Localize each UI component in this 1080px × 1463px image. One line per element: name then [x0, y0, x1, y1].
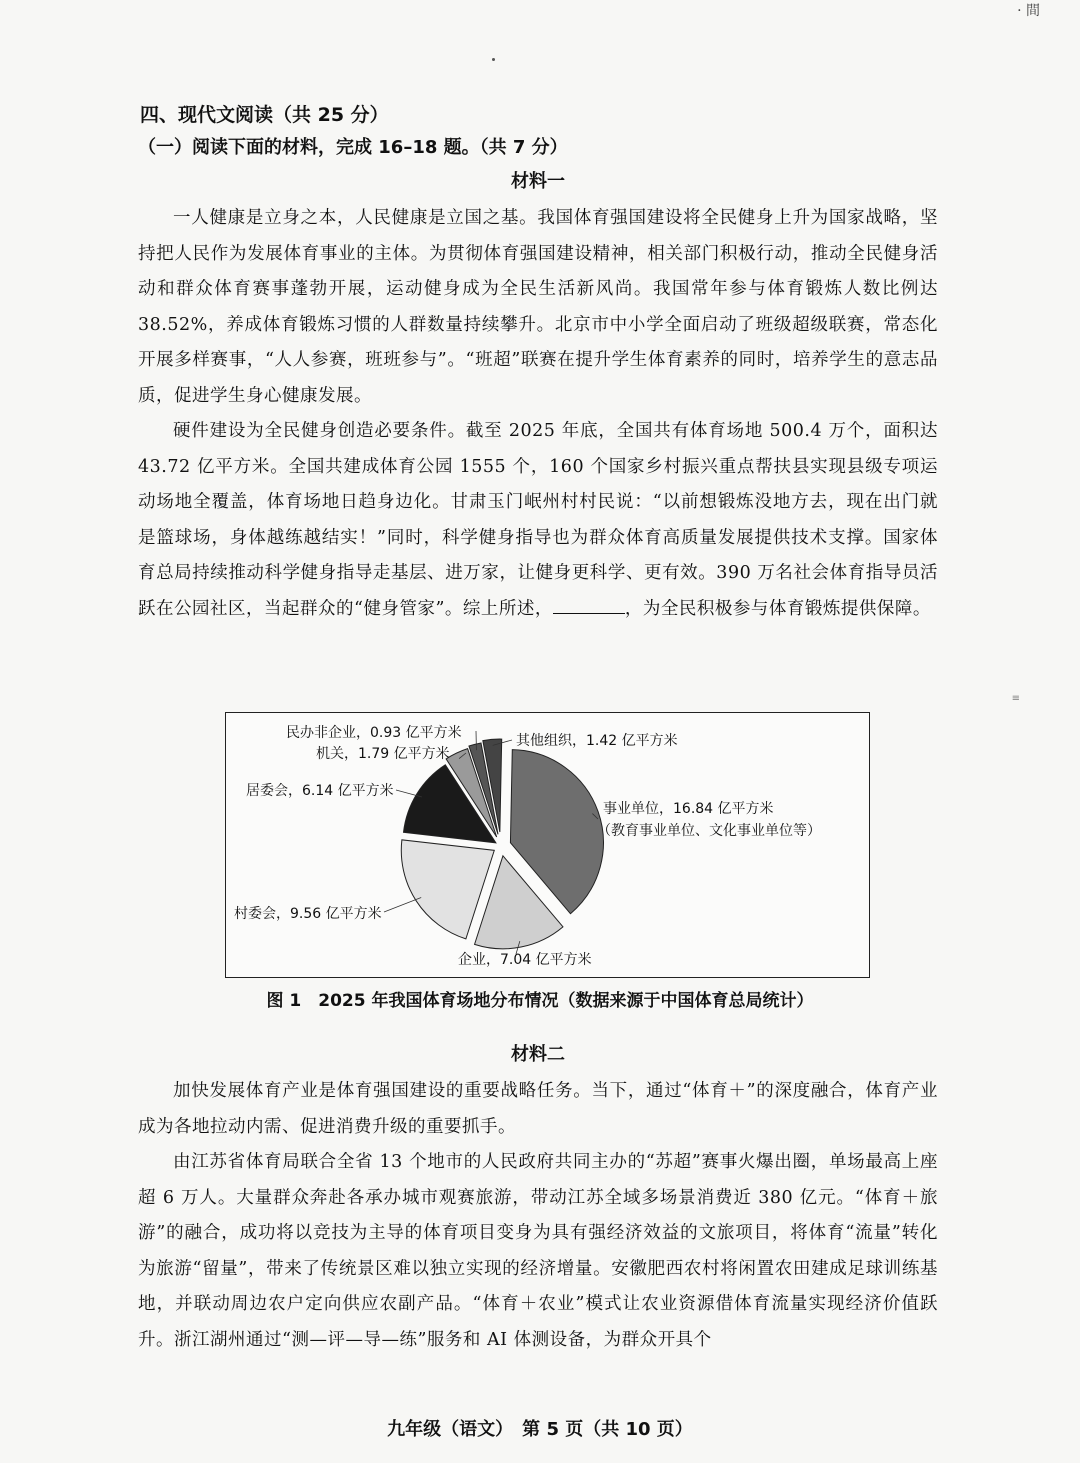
margin-mark: ≡: [1011, 693, 1020, 704]
paragraph-text-end: ，为全民积极参与体育锻炼提供保障。: [624, 598, 931, 619]
section-title: 四、现代文阅读（共 25 分）: [140, 104, 389, 126]
material-two-paragraph-2: 由江苏省体育局联合全省 13 个地市的人民政府共同主办的“苏超”赛事火爆出圈，单场最高上座超 6 万人。大量群众奔赴各承办城市观赛旅游，带动江苏全域多场景消费近 380 亿元。“体育＋旅游”的融合，成功将以竞技为主导的体育项目变身为具有强经济效益的文旅项目，将体育“流量”转化为旅游“留量”，带来了传统景区难以独立实现的经济增量。安徽肥西农村将闲置农田建成足球训练基地，并联动周边农户定向供应农副产品。“体育＋农业”模式让农业资源借体育流量实现经济价值跃升。浙江湖州通过“测—评—导—练”服务和 AI 体测设备，为群众开具个: [138, 1152, 938, 1350]
material-two-section: [138, 1040, 938, 1358]
material-one-paragraph-1: 一人健康是立身之本，人民健康是立国之基。我国体育强国建设将全民健身上升为国家战略，坚持把人民作为发展体育事业的主体。为贯彻体育强国建设精神，相关部门积极行动，推动全民健身活动和群众体育赛事蓬勃开展，运动健身成为全民生活新风尚。我国常年参与体育锻炼人数比例达 38.52%，养成体育锻炼习惯的人群数量持续攀升。北京市中小学全面启动了班级超级联赛，常态化开展多样赛事，“人人参赛，班班参与”。“班超”联赛在提升学生体育素养的同时，培养学生的意志品质，促进学生身心健康发展。: [138, 208, 938, 406]
pie-label-2: 企业，7.04 亿平方米: [458, 952, 592, 968]
pie-label-7: 其他组织，1.42 亿平方米: [516, 733, 678, 749]
chart-caption: 图 1 2025 年我国体育场地分布情况（数据来源于中国体育总局统计）: [266, 991, 814, 1011]
pie-label-1: 事业单位，16.84 亿平方米: [603, 801, 774, 817]
paragraph-text: 硬件建设为全民健身创造必要条件。截至 2025 年底，全国共有体育场地 500.4 万个，面积达 43.72 亿平方米。全国共建成体育公园 1555 个，160 个国家乡村振兴重点帮扶县实现县级专项运动场地全覆盖，体育场地日趋身边化。甘肃玉门岷州村村民说：“以前想锻炼没地方去，现在出门就是篮球场，身体越练越结实！”同时，科学健身指导也为群众体育高质量发展提供技术支撑。国家体育总局持续推动科学健身指导走基层、进万家，让健身更科学、更有效。390 万名社会体育指导员活跃在公园社区，当起群众的“健身管家”。综上所述，: [138, 421, 938, 619]
pie-label-5: 机关，1.79 亿平方米: [316, 746, 450, 762]
pie-label-note-1: （教育事业单位、文化事业单位等）: [597, 823, 821, 839]
material-one-section: [138, 100, 938, 627]
question-instruction: （一）阅读下面的材料，完成 16–18 题。（共 7 分）: [138, 137, 568, 158]
speck: [492, 58, 495, 61]
material-two-title: 材料二: [511, 1044, 565, 1065]
pie-label-4: 居委会，6.14 亿平方米: [246, 783, 394, 799]
page-footer: 九年级（语文） 第 5 页（共 10 页）: [387, 1419, 693, 1440]
pie-label-6: 民办非企业，0.93 亿平方米: [286, 725, 462, 741]
pie-slice-3: [401, 840, 494, 939]
material-one-paragraph-2: [138, 414, 938, 627]
material-one-title: 材料一: [511, 171, 565, 192]
leader-line-3: [384, 898, 421, 912]
corner-mark: · 間: [1017, 3, 1040, 19]
pie-chart-frame: [225, 712, 870, 978]
pie-label-3: 村委会，9.56 亿平方米: [234, 906, 382, 922]
fill-in-blank[interactable]: [553, 595, 625, 614]
material-two-paragraph-1: 加快发展体育产业是体育强国建设的重要战略任务。当下，通过“体育＋”的深度融合，体育产业成为各地拉动内需、促进消费升级的重要抓手。: [138, 1081, 938, 1137]
pie-chart: [226, 713, 869, 977]
